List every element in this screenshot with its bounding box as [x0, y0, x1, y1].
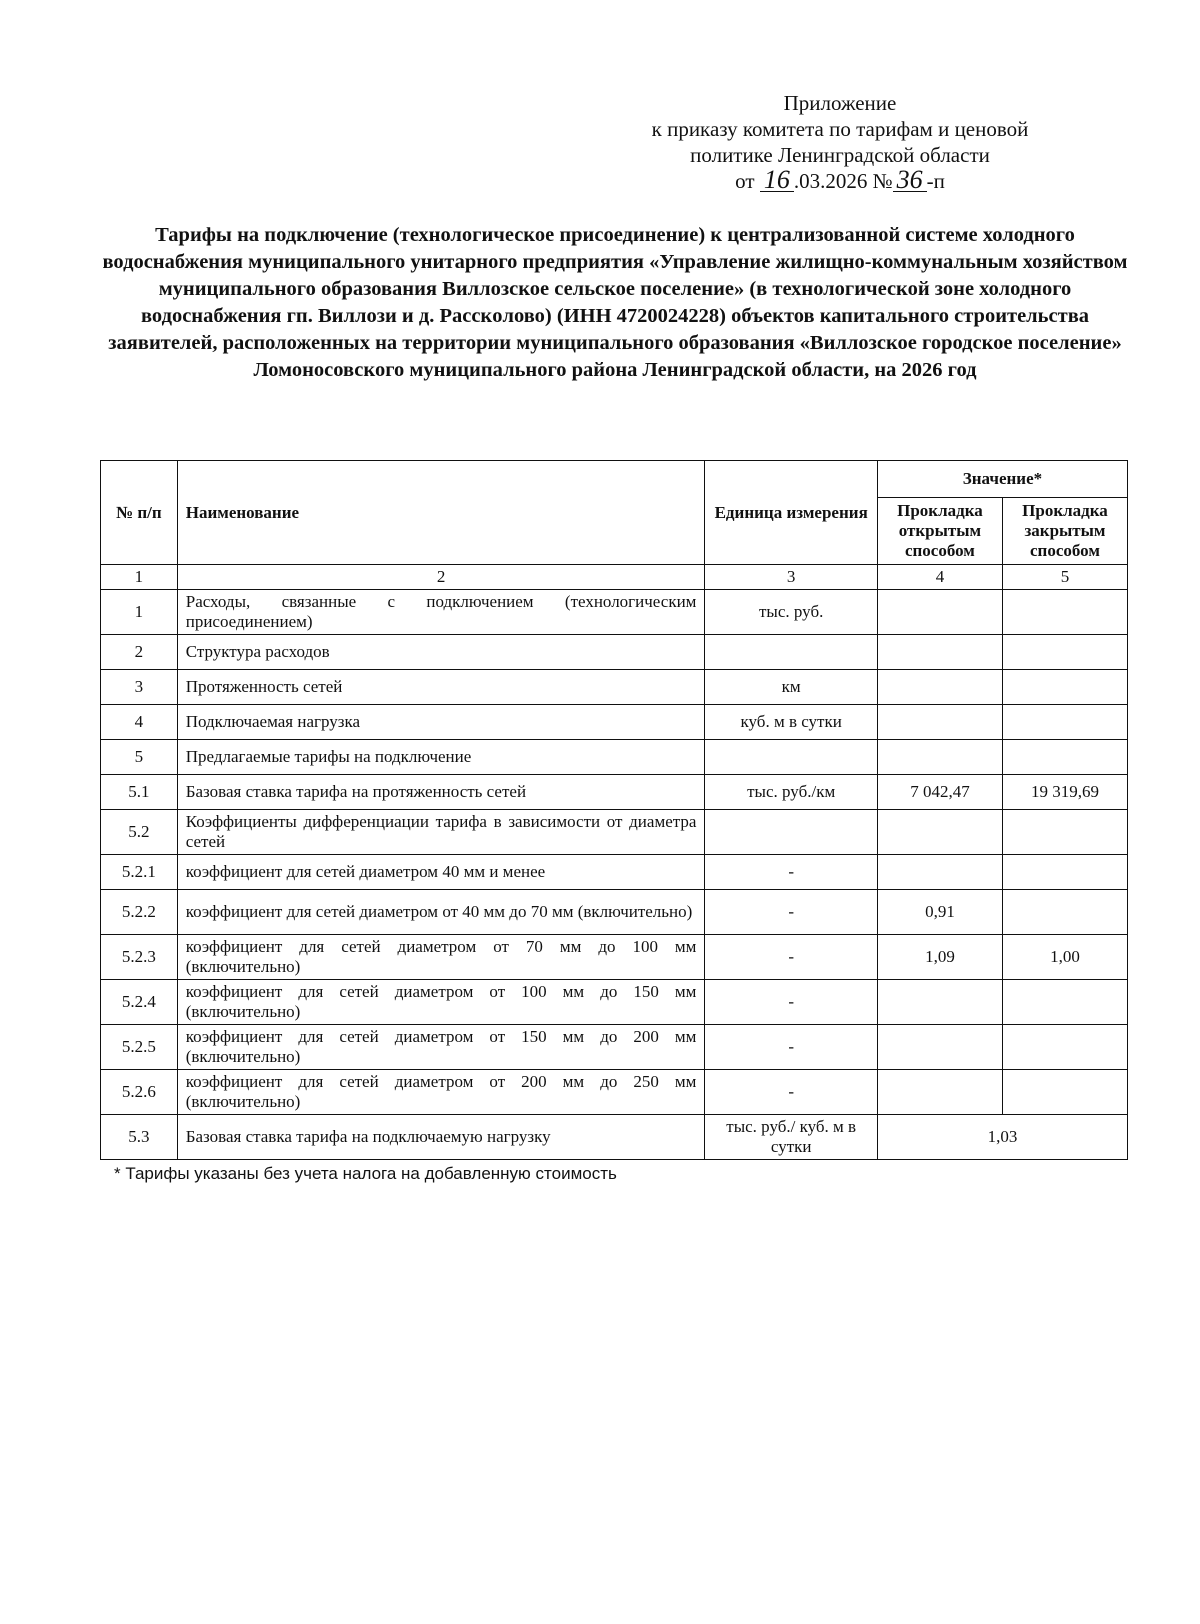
row-unit: - [705, 980, 877, 1025]
row-unit: тыс. руб. [705, 590, 877, 635]
row-unit [705, 740, 877, 775]
row-unit: - [705, 935, 877, 980]
row-closed-value [1002, 590, 1127, 635]
row-unit: - [705, 1070, 877, 1115]
row-unit [705, 635, 877, 670]
row-name: Расходы, связанные с подключением (технологическим присоединением) [177, 590, 705, 635]
row-number: 1 [101, 590, 178, 635]
row-name: Структура расходов [177, 635, 705, 670]
row-number: 5.2 [101, 810, 178, 855]
row-closed-value [1002, 705, 1127, 740]
row-open-value [877, 1025, 1002, 1070]
table-row [101, 810, 1128, 855]
row-unit: тыс. руб./ куб. м в сутки [705, 1115, 877, 1160]
row-open-value [877, 590, 1002, 635]
row-number: 3 [101, 670, 178, 705]
row-closed-value [1002, 1025, 1127, 1070]
row-number: 5.2.2 [101, 890, 178, 935]
row-unit: - [705, 855, 877, 890]
row-number: 5.2.5 [101, 1025, 178, 1070]
column-index: 2 [177, 565, 705, 590]
column-index: 1 [101, 565, 178, 590]
row-number: 5.2.3 [101, 935, 178, 980]
row-closed-value [1002, 855, 1127, 890]
row-closed-value [1002, 980, 1127, 1025]
row-closed-value: 1,00 [1002, 935, 1127, 980]
row-open-value [877, 670, 1002, 705]
header-num: № п/п [101, 461, 178, 565]
table-row [101, 935, 1128, 980]
row-unit: - [705, 1025, 877, 1070]
row-name: коэффициент для сетей диаметром 40 мм и менее [177, 855, 705, 890]
column-index: 4 [877, 565, 1002, 590]
footnote: * Тарифы указаны без учета налога на добавленную стоимость [114, 1164, 617, 1183]
row-combined-value: 1,03 [877, 1115, 1127, 1160]
row-open-value: 7 042,47 [877, 775, 1002, 810]
row-open-value [877, 705, 1002, 740]
row-number: 5.1 [101, 775, 178, 810]
row-closed-value [1002, 890, 1127, 935]
handwritten-day: 16 [760, 169, 794, 192]
handwritten-order-number: 36 [893, 169, 927, 192]
appendix-label: Приложение [783, 91, 897, 115]
header-closed-method: Прокладка закрытым способом [1002, 498, 1127, 565]
row-number: 2 [101, 635, 178, 670]
table-row [101, 1115, 1128, 1160]
header-value-group: Значение* [877, 461, 1127, 498]
row-unit: - [705, 890, 877, 935]
row-closed-value: 19 319,69 [1002, 775, 1127, 810]
row-number: 5.2.6 [101, 1070, 178, 1115]
row-open-value [877, 810, 1002, 855]
row-name: Коэффициенты дифференциации тарифа в зависимости от диаметра сетей [177, 810, 705, 855]
row-name: Предлагаемые тарифы на подключение [177, 740, 705, 775]
header-unit: Единица измерения [705, 461, 877, 565]
row-name: коэффициент для сетей диаметром от 100 мм до 150 мм (включительно) [177, 980, 705, 1025]
row-number: 5.3 [101, 1115, 178, 1160]
row-name: коэффициент для сетей диаметром от 70 мм до 100 мм (включительно) [177, 935, 705, 980]
order-date-line [735, 165, 945, 194]
row-name: Подключаемая нагрузка [177, 705, 705, 740]
header-open-method: Прокладка открытым способом [877, 498, 1002, 565]
document-title: Тарифы на подключение (технологическое присоединение) к централизованной системе холодного водоснабжения муниципального унитарного предприятия «Управление жилищно-коммунальным хозяйством муниципального образования Виллозское сельское поселение» (в технологической зоне холодного водоснабжения гп. Виллози и д. Расскoлово) (ИНН 4720024228) объектов капитального строительства заявителей, расположенных на территории муниципального образования «Виллозское городское поселение» Ломоносовского муниципального района Ленинградской области, на 2026 год [102, 224, 1128, 381]
date-prefix: от [735, 169, 755, 193]
row-number: 4 [101, 705, 178, 740]
column-index: 5 [1002, 565, 1127, 590]
row-open-value: 0,91 [877, 890, 1002, 935]
row-name: Базовая ставка тарифа на протяженность сетей [177, 775, 705, 810]
date-rest: .03.2026 № [793, 169, 893, 193]
row-unit: куб. м в сутки [705, 705, 877, 740]
row-closed-value [1002, 635, 1127, 670]
row-closed-value [1002, 810, 1127, 855]
row-name: коэффициент для сетей диаметром от 200 мм до 250 мм (включительно) [177, 1070, 705, 1115]
row-unit: км [705, 670, 877, 705]
row-number: 5.2.1 [101, 855, 178, 890]
order-reference: к приказу комитета по тарифам и ценовой [651, 117, 1029, 141]
row-open-value: 1,09 [877, 935, 1002, 980]
column-index: 3 [705, 565, 877, 590]
row-number: 5 [101, 740, 178, 775]
table-row [101, 1025, 1128, 1070]
row-open-value [877, 635, 1002, 670]
row-name: коэффициент для сетей диаметром от 150 мм до 200 мм (включительно) [177, 1025, 705, 1070]
table-row [101, 855, 1128, 890]
table-row [101, 635, 1128, 670]
header-name: Наименование [177, 461, 705, 565]
row-closed-value [1002, 740, 1127, 775]
row-closed-value [1002, 670, 1127, 705]
order-suffix: -п [926, 169, 945, 193]
column-index-row [101, 565, 1128, 590]
row-unit: тыс. руб./км [705, 775, 877, 810]
row-open-value [877, 740, 1002, 775]
table-row [101, 890, 1128, 935]
table-row [101, 1070, 1128, 1115]
row-number: 5.2.4 [101, 980, 178, 1025]
row-open-value [877, 855, 1002, 890]
table-row [101, 740, 1128, 775]
row-name: Базовая ставка тарифа на подключаемую нагрузку [177, 1115, 705, 1160]
row-name: коэффициент для сетей диаметром от 40 мм до 70 мм (включительно) [177, 890, 705, 935]
row-name: Протяженность сетей [177, 670, 705, 705]
tariff-table [100, 460, 1128, 1160]
committee-name: политике Ленинградской области [690, 143, 990, 167]
row-closed-value [1002, 1070, 1127, 1115]
row-open-value [877, 980, 1002, 1025]
table-row [101, 775, 1128, 810]
table-row [101, 670, 1128, 705]
row-unit [705, 810, 877, 855]
table-row [101, 705, 1128, 740]
table-row [101, 590, 1128, 635]
row-open-value [877, 1070, 1002, 1115]
appendix-header [600, 90, 1080, 194]
table-row [101, 980, 1128, 1025]
